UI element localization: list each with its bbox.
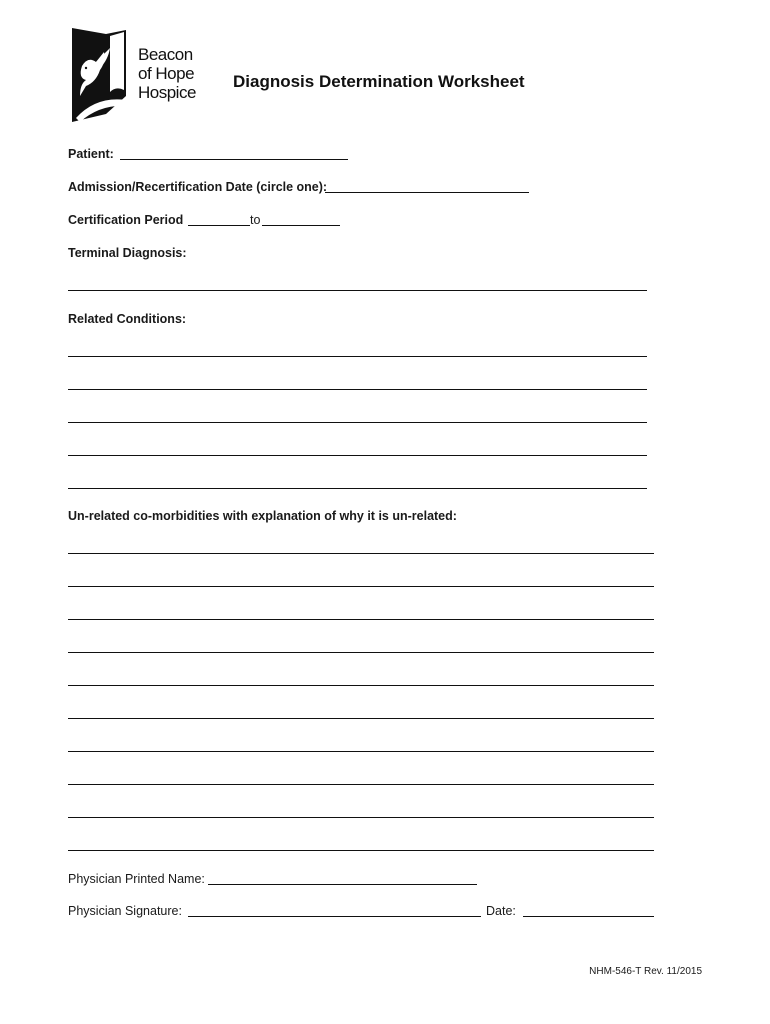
unrelated-line-8[interactable] [68,784,654,785]
terminal-diagnosis-line[interactable] [68,290,647,291]
cert-period-from-field[interactable] [188,225,250,226]
physician-signature-field[interactable] [188,916,481,917]
logo-text [138,45,196,102]
logo-line-2: of Hope [138,64,195,83]
admission-date-field[interactable] [325,192,529,193]
unrelated-line-9[interactable] [68,817,654,818]
unrelated-line-7[interactable] [68,751,654,752]
unrelated-line-3[interactable] [68,619,654,620]
unrelated-line-10[interactable] [68,850,654,851]
related-line-1[interactable] [68,356,647,357]
cert-period-to: to [250,213,261,227]
patient-field[interactable] [120,159,348,160]
physician-name-field[interactable] [208,884,477,885]
unrelated-label: Un-related co-morbidities with explanation of why it is un-related: [68,509,457,523]
unrelated-line-5[interactable] [68,685,654,686]
form-title: Diagnosis Determination Worksheet [233,72,525,91]
logo-line-1: Beacon [138,45,193,64]
unrelated-line-6[interactable] [68,718,654,719]
patient-row [68,146,114,162]
hospice-logo [66,26,206,126]
patient-label: Patient: [68,147,114,161]
physician-name-label: Physician Printed Name: [68,872,205,886]
unrelated-line-4[interactable] [68,652,654,653]
form-number: NHM-546-T Rev. 11/2015 [589,966,702,977]
cert-period-label: Certification Period [68,213,184,227]
admission-row [68,179,327,195]
logo-line-3: Hospice [138,83,196,102]
terminal-diagnosis-label: Terminal Diagnosis: [68,246,187,260]
admission-label: Admission/Recertification Date (circle one): [68,180,328,194]
date-field[interactable] [523,916,654,917]
unrelated-line-2[interactable] [68,586,654,587]
related-line-3[interactable] [68,422,647,423]
cert-period-to-field[interactable] [262,225,340,226]
physician-signature-label: Physician Signature: [68,904,182,918]
related-conditions-label: Related Conditions: [68,312,187,326]
related-line-4[interactable] [68,455,647,456]
date-label: Date: [486,904,516,918]
unrelated-line-1[interactable] [68,553,654,554]
related-line-5[interactable] [68,488,647,489]
related-line-2[interactable] [68,389,647,390]
dove-book-icon [66,26,136,126]
